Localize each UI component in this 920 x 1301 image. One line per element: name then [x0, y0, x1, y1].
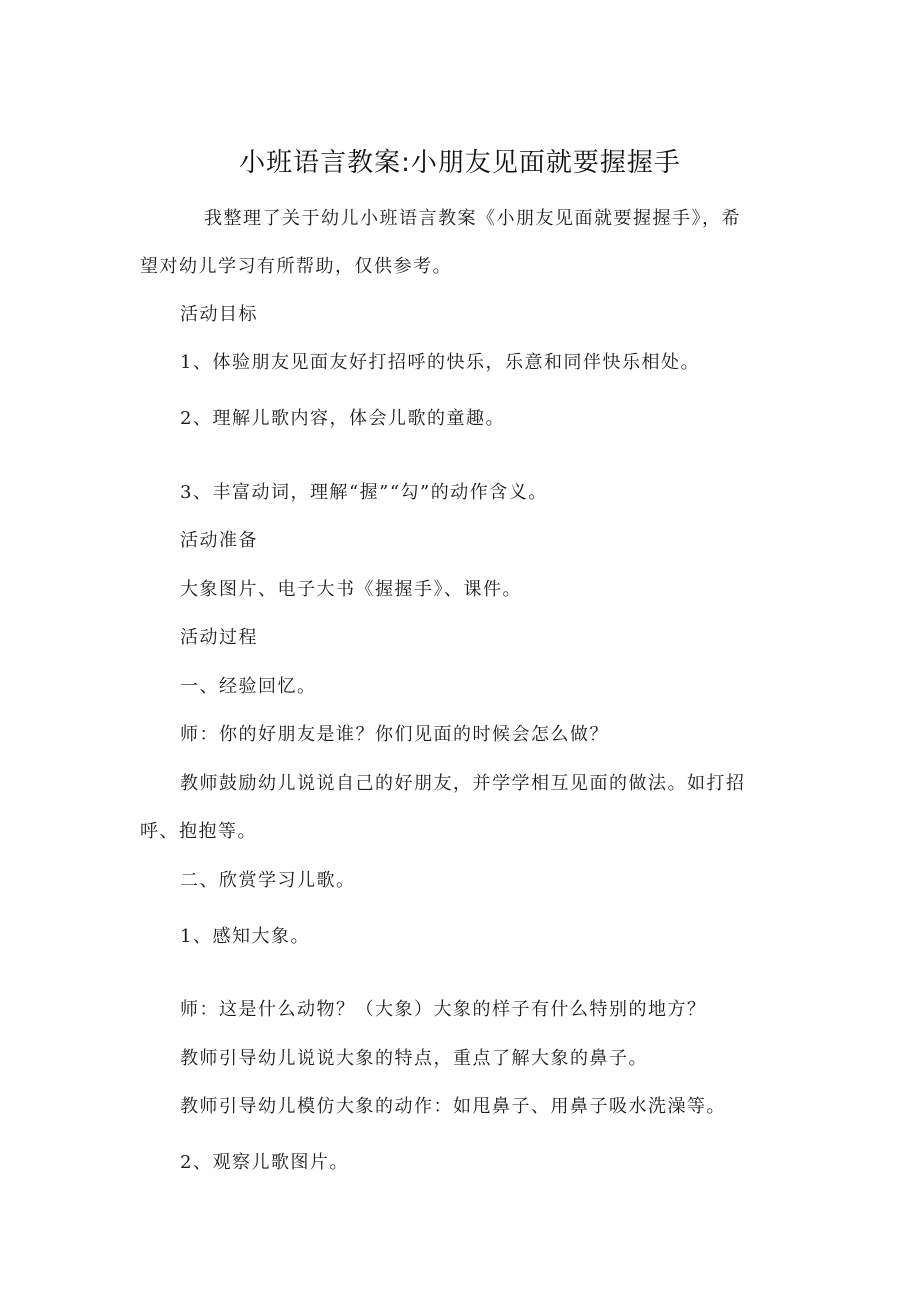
guidance-2: 教师引导幼儿说说大象的特点，重点了解大象的鼻子。 [180, 1048, 648, 1069]
teacher-question-2: 师：这是什么动物？（大象）大象的样子有什么特别的地方？ [180, 999, 707, 1020]
process-step-1: 一、经验回忆。 [180, 676, 317, 697]
process-step-2: 二、欣赏学习儿歌。 [180, 870, 356, 891]
teacher-question-1: 师：你的好朋友是谁？你们见面的时候会怎么做？ [180, 724, 609, 745]
heading-activity-prep: 活动准备 [180, 530, 258, 551]
heading-activity-goals: 活动目标 [180, 304, 258, 325]
heading-activity-process: 活动过程 [180, 627, 258, 648]
goal-item-2: 2、理解儿歌内容，体会儿歌的童趣。 [180, 408, 505, 429]
intro-paragraph-line-1: 我整理了关于幼儿小班语言教案《小朋友见面就要握握手》，希 [204, 208, 741, 229]
goal-item-3: 3、丰富动词，理解“握”“勾”的动作含义。 [180, 482, 548, 503]
guidance-1-line-2: 呼、抱抱等。 [140, 821, 257, 842]
prep-items: 大象图片、电子大书《握握手》、课件。 [180, 579, 522, 600]
guidance-3: 教师引导幼儿模仿大象的动作：如甩鼻子、用鼻子吸水洗澡等。 [180, 1096, 726, 1117]
substep-2: 2、观察儿歌图片。 [180, 1152, 349, 1173]
goal-item-1: 1、体验朋友见面友好打招呼的快乐，乐意和同伴快乐相处。 [180, 352, 700, 373]
guidance-1-line-1: 教师鼓励幼儿说说自己的好朋友，并学学相互见面的做法。如打招 [180, 773, 746, 794]
document-title: 小班语言教案:小朋友见面就要握握手 [239, 148, 681, 178]
intro-paragraph-line-2: 望对幼儿学习有所帮助，仅供参考。 [140, 256, 452, 277]
substep-1: 1、感知大象。 [180, 926, 310, 947]
